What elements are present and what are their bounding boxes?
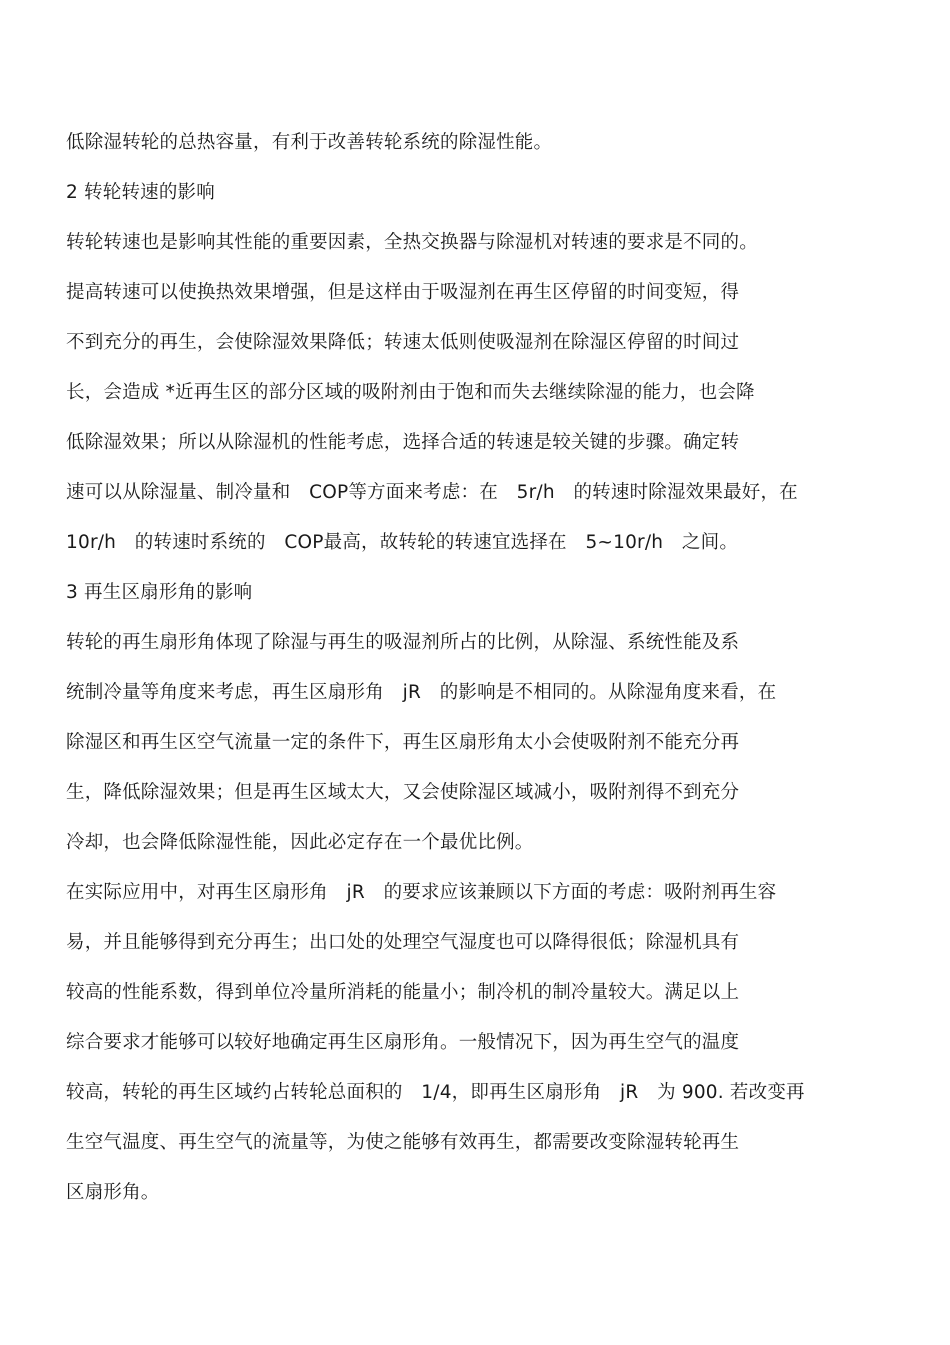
paragraph-line: 10r/h 的转速时系统的 COP最高，故转轮的转速宜选择在 5~10r/h 之间。 — [66, 532, 739, 553]
paragraph-line: 不到充分的再生，会使除湿效果降低；转速太低则使吸湿剂在除湿区停留的时间过 — [66, 332, 740, 353]
paragraph-line: 长，会造成 *近再生区的部分区域的吸附剂由于饱和而失去继续除湿的能力，也会降 — [66, 382, 755, 403]
paragraph-line: 较高，转轮的再生区域约占转轮总面积的 1/4，即再生区扇形角 jR 为 900. 若改变再 — [66, 1082, 805, 1103]
paragraph-line: 综合要求才能够可以较好地确定再生区扇形角。一般情况下，因为再生空气的温度 — [66, 1032, 740, 1053]
paragraph-line: 较高的性能系数，得到单位冷量所消耗的能量小；制冷机的制冷量较大。满足以上 — [66, 982, 740, 1003]
paragraph-line: 转轮的再生扇形角体现了除湿与再生的吸湿剂所占的比例，从除湿、系统性能及系 — [66, 632, 740, 653]
paragraph-line: 转轮转速也是影响其性能的重要因素，全热交换器与除湿机对转速的要求是不同的。 — [66, 232, 758, 253]
paragraph-line: 易，并且能够得到充分再生；出口处的处理空气湿度也可以降得很低；除湿机具有 — [66, 932, 740, 953]
paragraph-line: 提高转速可以使换热效果增强，但是这样由于吸湿剂在再生区停留的时间变短，得 — [66, 282, 740, 303]
paragraph-line: 低除湿转轮的总热容量，有利于改善转轮系统的除湿性能。 — [66, 132, 553, 153]
paragraph-line: 除湿区和再生区空气流量一定的条件下，再生区扇形角太小会使吸附剂不能充分再 — [66, 732, 740, 753]
section-heading-sector-angle: 3 再生区扇形角的影响 — [66, 582, 253, 603]
paragraph-line: 生，降低除湿效果；但是再生区域太大，又会使除湿区域减小，吸附剂得不到充分 — [66, 782, 740, 803]
paragraph-line: 在实际应用中，对再生区扇形角 jR 的要求应该兼顾以下方面的考虑：吸附剂再生容 — [66, 882, 777, 903]
paragraph-line: 低除湿效果；所以从除湿机的性能考虑，选择合适的转速是较关键的步骤。确定转 — [66, 432, 740, 453]
paragraph-line: 冷却，也会降低除湿性能，因此必定存在一个最优比例。 — [66, 832, 534, 853]
paragraph-line: 统制冷量等角度来考虑，再生区扇形角 jR 的影响是不相同的。从除湿角度来看，在 — [66, 682, 777, 703]
section-heading-rotation-speed: 2 转轮转速的影响 — [66, 182, 215, 203]
paragraph-line: 速可以从除湿量、制冷量和 COP等方面来考虑：在 5r/h 的转速时除湿效果最好，在 — [66, 482, 798, 503]
paragraph-line: 区扇形角。 — [66, 1182, 160, 1203]
paragraph-line: 生空气温度、再生空气的流量等，为使之能够有效再生，都需要改变除湿转轮再生 — [66, 1132, 740, 1153]
